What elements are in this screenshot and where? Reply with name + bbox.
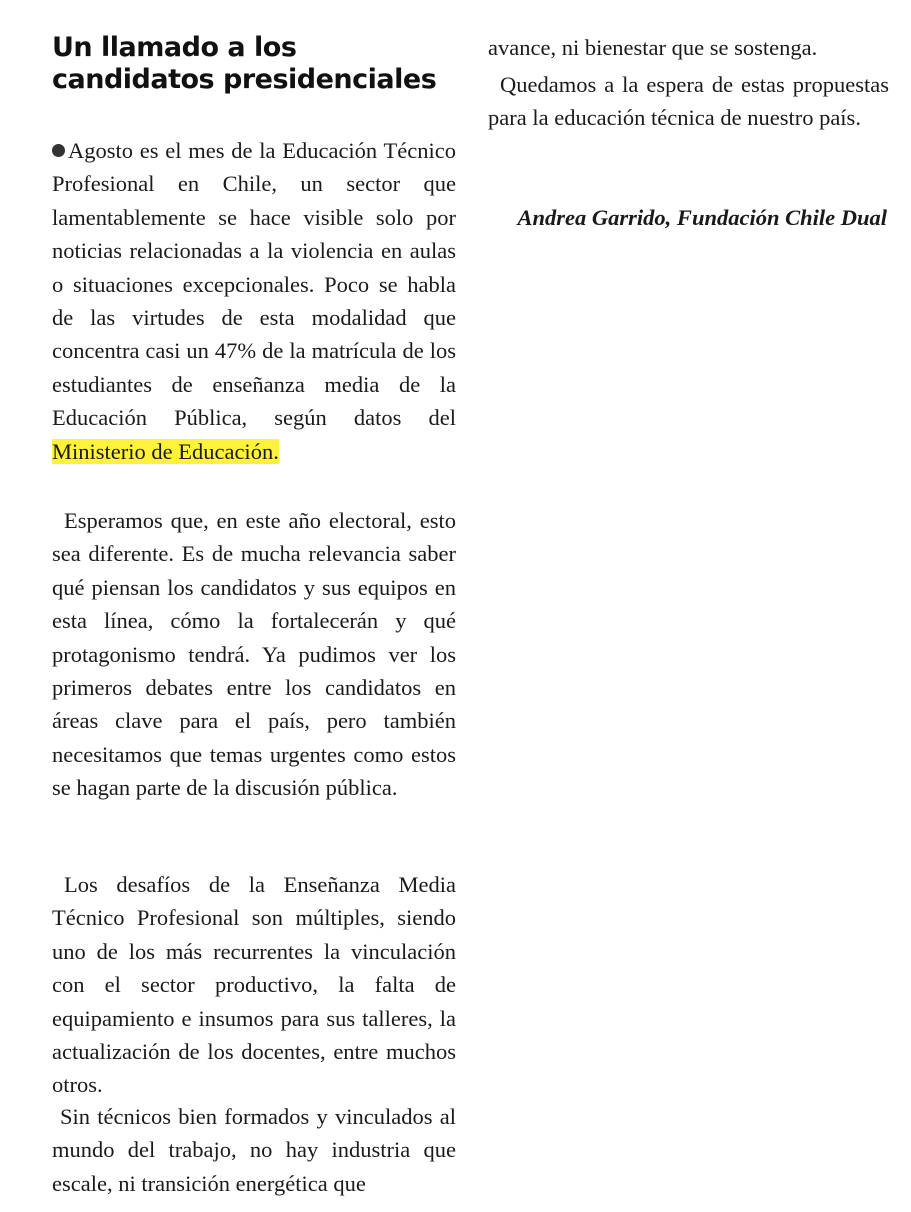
article-paragraph-5: Quedamos a la espera de estas propuestas para la educación técnica de nuestro país. <box>488 72 889 131</box>
highlighted-ministry-name: Ministerio de Educación. <box>52 438 279 464</box>
article-paragraph-3: Los desafíos de la Enseñanza Media Técnico Profesional son múltiples, siendo uno de los más recurrentes la vinculación con el sector productivo, la falta de equipamiento e insumos para sus talleres, la actualización de los docentes, entre muchos otros. <box>52 872 456 1098</box>
article-headline: Un llamado a los candidatos presidenciales <box>52 32 437 95</box>
article-paragraph-1 <box>52 134 456 468</box>
bullet-icon <box>52 144 65 157</box>
author-signature: Andrea Garrido, Fundación Chile Dual <box>517 205 887 230</box>
article-paragraph-4-continued: avance, ni bienestar que se sostenga. <box>488 35 818 60</box>
article-paragraph-4-start: Sin técnicos bien formados y vinculados al mundo del trabajo, no hay industria que escale, ni transición energética que <box>52 1104 456 1196</box>
article-paragraph-2: Esperamos que, en este año electoral, esto sea diferente. Es de mucha relevancia saber qué piensan los candidatos y sus equipos en esta línea, cómo la fortalecerán y qué protagonismo tendrá. Ya pudimos ver los primeros debates entre los candidatos en áreas clave para el país, pero también necesitamos que temas urgentes como estos se hagan parte de la discusión pública. <box>52 508 456 801</box>
paragraph-1-text: Agosto es el mes de la Educación Técnico Profesional en Chile, un sector que lamentablemente se hace visible solo por noticias relacionadas a la violencia en aulas o situaciones excepcionales. Poco se habla de las virtudes de esta modalidad que concentra casi un 47% de la matrícula de los estudiantes de enseñanza media de la Educación Pública, según datos del <box>52 138 456 431</box>
